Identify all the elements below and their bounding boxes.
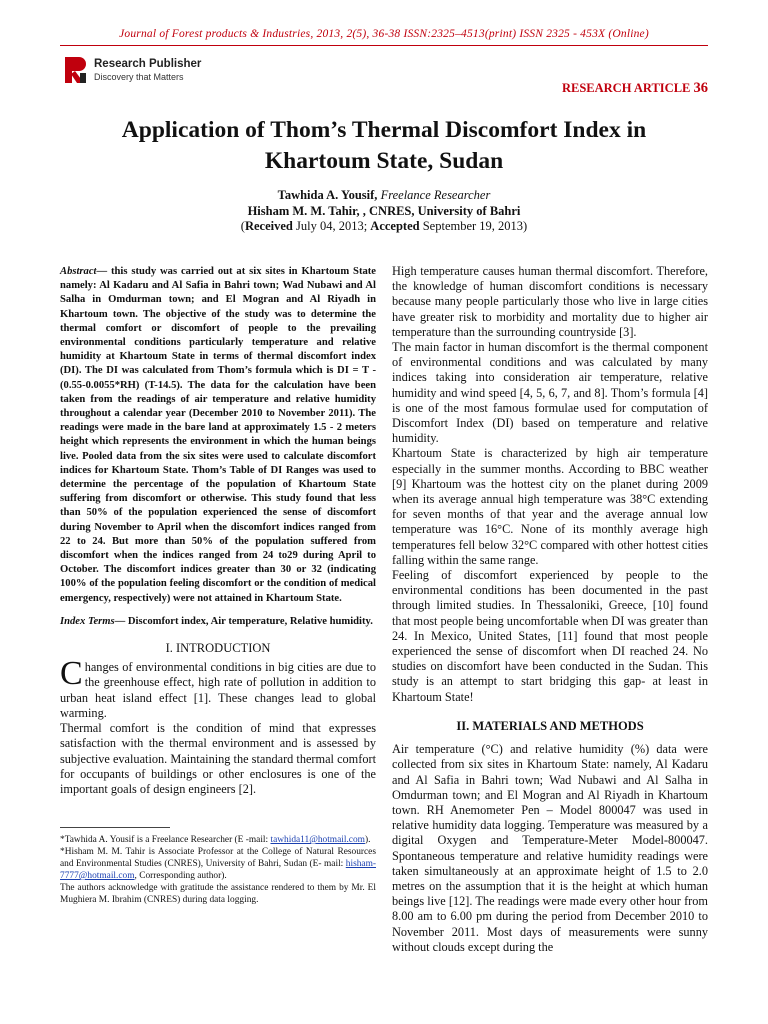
body-paragraph-3: Khartoum State is characterized by high air temperature especially in the summer months. According to BBC weather [9] Khartoum was the hottest city on the planet during 2009 when its average annual high temperature was 38°C extending for seven months of that year and the average annual low temperature was 16°C. None of its monthly average high temperatures fell below 32°C compared with other hottest cities falling within the same range.: [392, 446, 708, 567]
abstract-text: — this study was carried out at six sites in Khartoum State namely: Al Kadaru and Al Safia in Bahri town; Wad Nubawi and Al Salha in Omdurman town; and El Mogran and Al Riyadh in Khartoum town. The objective of the study was to determine the thermal comfort or discomfort of people to the prevailing environmental conditions particularly temperature and relative humidity at Khartoum State in terms of thermal discomfort index (DI). The DI was calculated from Thom’s formula which is DI = T - (0.55-0.0055*RH) (T-14.5). The data for the calculation have been taken from the readings of air temperature and relative humidity throughout a calendar year (December 2010 to November 2011). The readings were made in the bare land at approximately 1.5 - 2 meters height which represents the environment in which the human beings live. Pooled data from the six sites were used to calculate discomfort indices for Khartoum State. Thom’s Table of DI Ranges was used to determine the percentage of the population of Khartoum State suffering from discomfort or otherwise. This study found that less than 50% of the population experienced the sense of discomfort during November to April when the discomfort indices ranged from 22 to 24. But more than 50% of the population suffered from discomfort when the indices ranged from 24 to29 during April to October. The discomfort indices greater than 30 or 32 (indicating 100% of the population feeling discomfort or the condition of medical emergency, respectively) were not attained in Khartoum State.: [60, 266, 376, 604]
footnote-1: *Tawhida A. Yousif is a Freelance Researcher (E -mail: tawhida11@hotmail.com).: [60, 835, 371, 846]
left-column: [60, 265, 376, 906]
author-block: [60, 188, 708, 235]
header-divider: [60, 45, 708, 46]
publisher-name: Research Publisher: [94, 58, 202, 70]
footnote-2: *Hisham M. M. Tahir is Associate Professor at the College of Natural Resources and Environmental Studies (CNRES), University of Bahri, Sudan (E- mail: hisham-7777@hotmail.com, Corresponding author).: [60, 847, 376, 882]
journal-header: Journal of Forest products & Industries, 2013, 2(5), 36-38 ISSN:2325–4513(print) ISSN 2325 - 453X (Online): [119, 28, 649, 40]
author-1-affiliation: Freelance Researcher: [380, 188, 491, 202]
publisher-logo: [62, 55, 222, 85]
abstract: [60, 265, 376, 606]
publisher-tagline: Discovery that Matters: [94, 72, 184, 82]
email-link-2[interactable]: hisham-7777@hotmail.com: [60, 859, 376, 882]
index-terms-text: — Discomfort index, Air temperature, Relative humidity.: [114, 615, 373, 627]
section-introduction-heading: I. INTRODUCTION: [165, 641, 271, 656]
article-type: RESEARCH ARTICLE: [561, 81, 691, 95]
title-line-1: Application of Thom’s Thermal Discomfort Index in: [121, 117, 647, 143]
index-terms: [60, 615, 376, 629]
body-paragraph-4: Feeling of discomfort experienced by people to the environmental conditions has been documented in the past through limited studies. In Thessaloniki, Greece, [10] found that most people being uncomfortable when DI was greater than 24. In Mexico, United States, [11] found that most people experienced the sense of discomfort when DI reached 24. No studies on discomfort have been conducted in the Sudan. This study is an attempt to start bridging this gap- at least in Khartoum State!: [392, 568, 708, 704]
footnote-3: The authors acknowledge with gratitude the assistance rendered to them by Mr. El Mughiera M. Ibrahim (CNRES) during data logging.: [60, 883, 376, 906]
body-paragraph-2: The main factor in human discomfort is the thermal component of environmental conditions and was calculated by many indices taking into consideration air temperature, relative humidity and wind speed [4, 5, 6, 7, and 8]. Thom’s formula [4] is one of the most famous formulae used for computation of Discomfort Index (DI) based on temperature and relative humidity.: [392, 340, 708, 446]
received-label: Received: [244, 219, 293, 233]
article-number: 36: [693, 80, 708, 96]
received-date: July 04, 2013;: [295, 219, 368, 233]
index-terms-label: Index Terms: [60, 615, 115, 627]
intro-paragraph-2: Thermal comfort is the condition of mind that expresses satisfaction with the thermal environment and is assessed by subjective evaluation. Maintaining the standard thermal comfort for occupants of buildings or other enclosures is one of the important goals of design engineers [2].: [60, 721, 376, 796]
paper-title: [60, 115, 708, 177]
accepted-label: Accepted: [370, 219, 420, 233]
author-2: Hisham M. M. Tahir, , CNRES, University of Bahri: [247, 203, 521, 218]
intro-paragraph-1: Changes of environmental conditions in big cities are due to the greenhouse effect, high rate of pollution in addition to urban heat island effect [1]. These changes lead to global warming.: [60, 655, 376, 720]
dates-line: (Received July 04, 2013; Accepted September 19, 2013): [240, 219, 528, 233]
body-paragraph-5: Air temperature (°C) and relative humidity (%) data were collected from six sites in Khartoum State: namely, Al Kadaru and Al Safia in Bahri town; Wad Nubawi and Al Salha in Omdurman town; and El Mogran and Al Riyadh in Khartoum town. RH Anemometer Pen – Model 800047 was used in relative humidity data logging. Temperature was measured by a digital Oxygen and Temperature-Meter Model-800047. Spontaneous temperature and relative humidity readings were taken simultaneously at an approximate height of 1.5 to 2.0 metres on the assumption that it is the height at which human beings live [12]. The readings were made every other hour from 8.00 am to 6.00 pm during the period from December 2010 to November 2011. Most days of measurements were sunny without clouds except during the: [392, 742, 708, 954]
title-line-2: Khartoum State, Sudan: [264, 148, 504, 174]
accepted-date: September 19, 2013): [422, 219, 528, 233]
footnotes: [60, 834, 376, 906]
drop-cap: C: [60, 655, 83, 693]
abstract-label: Abstract: [60, 266, 97, 277]
footnote-divider: [60, 827, 170, 828]
right-column: [392, 264, 708, 955]
body-paragraph-1: High temperature causes human thermal discomfort. Therefore, the knowledge of human discomfort conditions is necessary because many people particularly those who live in large cities have greater risk to morbidity and mortality due to higher air temperature than the surrounding countryside [3].: [392, 264, 708, 339]
author-1-name: Tawhida A. Yousif,: [277, 188, 378, 202]
section-methods-heading: II. MATERIALS AND METHODS: [456, 718, 644, 733]
author-1: [60, 188, 708, 204]
email-link-1[interactable]: tawhida11@hotmail.com: [270, 835, 365, 846]
publisher-logo-icon: [62, 55, 88, 85]
article-label: [562, 80, 708, 97]
